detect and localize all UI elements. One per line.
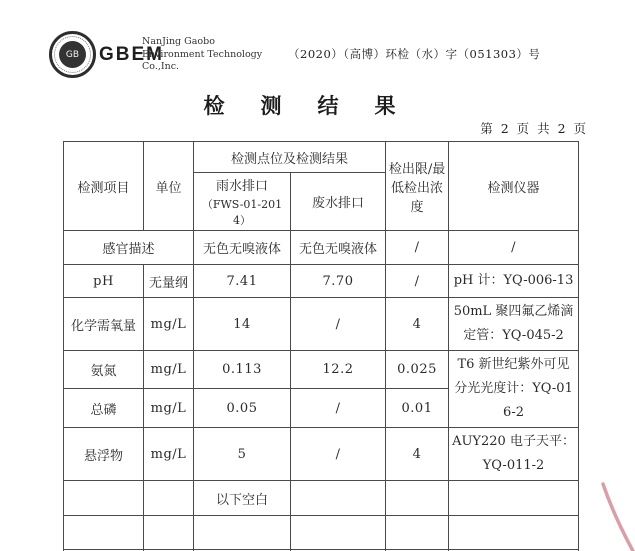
table-row-ammonia	[64, 351, 579, 389]
cell-rain-value: 0.05	[194, 389, 291, 428]
table-row-ph	[64, 265, 579, 298]
empty-cell	[291, 516, 386, 550]
cell-instrument: T6 新世纪紫外可见分光光度计：YQ-016-2	[449, 351, 579, 428]
cell-limit: /	[386, 265, 449, 298]
col-header-instrument: 检测仪器	[449, 142, 579, 231]
cell-item	[64, 481, 144, 516]
cell-waste-value: 7.70	[291, 265, 386, 298]
cell-item: 悬浮物	[64, 428, 144, 481]
cell-limit: /	[386, 231, 449, 265]
cell-rain-value: 5	[194, 428, 291, 481]
cell-unit: 无量纲	[144, 265, 194, 298]
seal-emblem: GB	[59, 41, 86, 68]
cell-rain-value: 14	[194, 298, 291, 351]
page-number: 第 2 页 共 2 页	[480, 121, 588, 136]
cell-rain-value: 以下空白	[194, 481, 291, 516]
company-name	[142, 36, 262, 74]
table-row-suspended-solids	[64, 428, 579, 481]
cell-waste-value: 12.2	[291, 351, 386, 389]
cell-waste-value: /	[291, 428, 386, 481]
rain-outlet-code: （FWS-01-2014）	[201, 198, 283, 227]
cell-instrument: 50mL 聚四氟乙烯滴定管：YQ-045-2	[449, 298, 579, 351]
cell-instrument: /	[449, 231, 579, 265]
cell-unit: mg/L	[144, 298, 194, 351]
results-table	[63, 141, 579, 551]
cell-item: 氨氮	[64, 351, 144, 389]
company-logo-wordmark: GBEM	[99, 44, 164, 65]
cell-limit: 4	[386, 428, 449, 481]
cell-instrument: AUY220 电子天平：YQ-011-2	[449, 428, 579, 481]
cell-item: 感官描述	[64, 231, 194, 265]
cell-item: 化学需氧量	[64, 298, 144, 351]
company-name-line2: Environment Technology	[142, 48, 263, 60]
empty-cell	[64, 516, 144, 550]
col-header-unit: 单位	[144, 142, 194, 231]
company-seal-icon	[49, 31, 96, 78]
report-number: （2020）（高博）环检（水）字（051303）号	[288, 47, 541, 61]
rain-outlet-label: 雨水排口	[215, 179, 268, 194]
cell-unit: mg/L	[144, 428, 194, 481]
table-row-cod	[64, 298, 579, 351]
cell-unit: mg/L	[144, 351, 194, 389]
cell-rain-value: 7.41	[194, 265, 291, 298]
empty-cell	[144, 516, 194, 550]
cell-unit	[144, 481, 194, 516]
seal-ring-decoration	[54, 36, 91, 73]
cell-waste-value: /	[291, 389, 386, 428]
cell-limit: 4	[386, 298, 449, 351]
col-header-rain-outlet	[194, 173, 291, 231]
empty-cell	[194, 516, 291, 550]
cell-limit	[386, 481, 449, 516]
cell-item: 总磷	[64, 389, 144, 428]
table-row-empty	[64, 516, 579, 550]
col-header-detection-limit: 检出限/最低检出浓度	[386, 142, 449, 231]
cell-limit: 0.025	[386, 351, 449, 389]
cell-limit: 0.01	[386, 389, 449, 428]
cell-instrument	[449, 481, 579, 516]
cell-item: pH	[64, 265, 144, 298]
empty-cell	[449, 516, 579, 550]
cell-rain-value: 0.113	[194, 351, 291, 389]
col-header-item: 检测项目	[64, 142, 144, 231]
company-name-line1: NanJing Gaobo	[142, 36, 215, 47]
cell-instrument: pH 计：YQ-006-13	[449, 265, 579, 298]
table-row-sensory	[64, 231, 579, 265]
cell-unit: mg/L	[144, 389, 194, 428]
cell-waste-value: 无色无嗅液体	[291, 231, 386, 265]
empty-cell	[386, 516, 449, 550]
company-name-line3: Co.,Inc.	[142, 61, 180, 73]
col-header-waste-outlet: 废水排口	[291, 173, 386, 231]
cell-rain-value: 无色无嗅液体	[194, 231, 291, 265]
table-row-blank-below	[64, 481, 579, 516]
page-title: 检测结果	[203, 93, 432, 118]
col-header-points-group: 检测点位及检测结果	[194, 142, 386, 173]
cell-waste-value	[291, 481, 386, 516]
cell-waste-value: /	[291, 298, 386, 351]
